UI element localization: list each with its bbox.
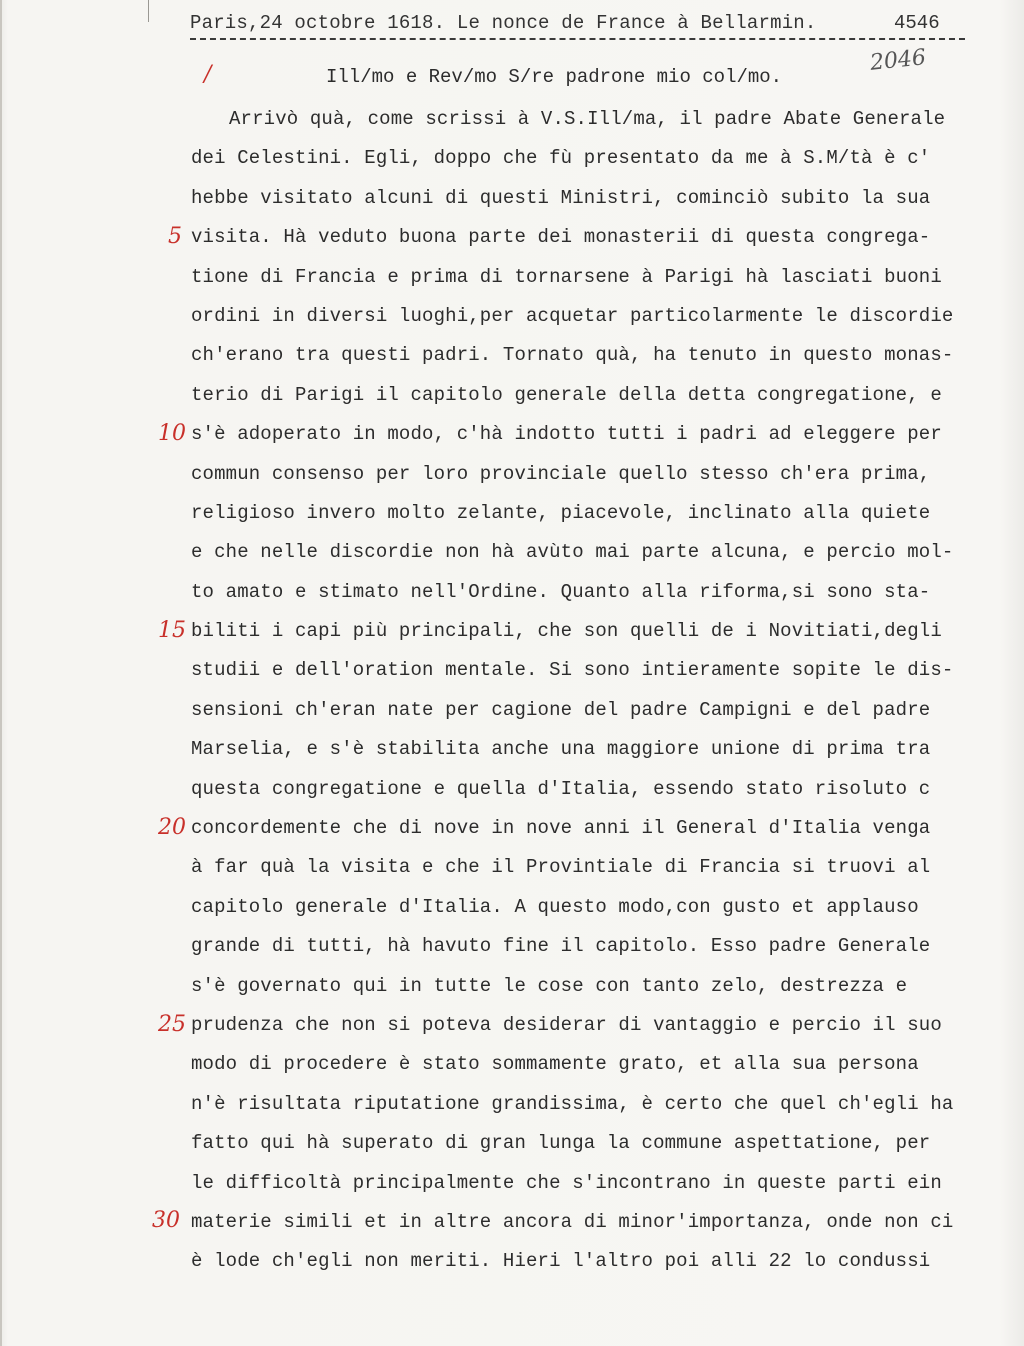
- margin-number-25: 25: [158, 1012, 186, 1037]
- body-line: s'è governato qui in tutte le cose con tanto zelo, destrezza e: [191, 974, 908, 997]
- body-line: le difficoltà principalmente che s'incontrano in queste parti ein: [191, 1171, 942, 1194]
- margin-number-30: 30: [152, 1208, 180, 1233]
- margin-number-15: 15: [158, 618, 186, 643]
- binding-mark: [148, 0, 149, 22]
- header-dashed-rule: [190, 38, 965, 40]
- body-line: Arrivò quà, come scrissi à V.S.Ill/ma, il padre Abate Generale: [229, 108, 946, 130]
- document-number: 4546: [894, 12, 940, 34]
- body-line: dei Celestini. Egli, doppo che fù presentato da me à S.M/tà è c': [191, 147, 931, 170]
- body-line: e che nelle discordie non hà avùto mai parte alcuna, e percio mol-: [191, 541, 954, 564]
- margin-number-10: 10: [158, 421, 186, 446]
- body-line: modo di procedere è stato sommamente grato, et alla sua persona: [191, 1053, 919, 1076]
- body-line: studii e dell'oration mentale. Si sono intieramente sopite le dis-: [191, 659, 954, 682]
- body-line: concordemente che di nove in nove anni il General d'Italia venga: [191, 817, 931, 840]
- body-line: Marselia, e s'è stabilita anche una maggiore unione di prima tra: [191, 738, 931, 761]
- body-line: tione di Francia e prima di tornarsene à Parigi hà lasciati buoni: [191, 265, 942, 288]
- salutation: Ill/mo e Rev/mo S/re padrone mio col/mo.: [326, 66, 783, 88]
- document-header: Paris,24 octobre 1618. Le nonce de France à Bellarmin.: [190, 12, 817, 34]
- body-line: visita. Hà veduto buona parte dei monasterii di questa congrega-: [191, 226, 931, 249]
- body-line: religioso invero molto zelante, piacevole, inclinato alla quiete: [191, 501, 931, 524]
- margin-number-20: 20: [158, 815, 186, 840]
- body-line: terio di Parigi il capitolo generale della detta congregatione, e: [191, 383, 942, 406]
- handwritten-folio-number: 2046: [868, 45, 928, 76]
- page-edge: [0, 0, 2, 1346]
- body-line: hebbe visitato alcuni di questi Ministri, cominciò subito la sua: [191, 186, 931, 209]
- body-line: to amato e stimato nell'Ordine. Quanto alla riforma,si sono sta-: [191, 580, 931, 603]
- body-line: ch'erano tra questi padri. Tornato quà, ha tenuto in questo monas-: [191, 344, 954, 367]
- body-line: questa congregatione e quella d'Italia, essendo stato risoluto c: [191, 777, 931, 800]
- body-line: materie simili et in altre ancora di minor'importanza, onde non ci: [191, 1210, 954, 1233]
- margin-number-1: /: [204, 62, 212, 87]
- margin-number-5: 5: [168, 224, 182, 249]
- body-line: n'è risultata riputatione grandissima, è certo che quel ch'egli ha: [191, 1092, 954, 1115]
- letter-body: [191, 108, 991, 1290]
- body-line: biliti i capi più principali, che son quelli de i Novitiati,degli: [191, 620, 942, 643]
- body-line: ordini in diversi luoghi,per acquetar particolarmente le discordie: [191, 304, 954, 327]
- body-line: è lode ch'egli non meriti. Hieri l'altro poi alli 22 lo condussi: [191, 1250, 931, 1273]
- body-line: fatto qui hà superato di gran lunga la commune aspettatione, per: [191, 1132, 931, 1155]
- body-line: sensioni ch'eran nate per cagione del padre Campigni e del padre: [191, 698, 931, 721]
- body-line: à far quà la visita e che il Provintiale di Francia si truovi al: [191, 856, 931, 879]
- body-line: s'è adoperato in modo, c'hà indotto tutti i padri ad eleggere per: [191, 423, 942, 446]
- body-line: grande di tutti, hà havuto fine il capitolo. Esso padre Generale: [191, 935, 931, 958]
- body-line: capitolo generale d'Italia. A questo modo,con gusto et applauso: [191, 895, 919, 918]
- body-line: prudenza che non si poteva desiderar di vantaggio e percio il suo: [191, 1013, 942, 1036]
- body-line: commun consenso per loro provinciale quello stesso ch'era prima,: [191, 462, 931, 485]
